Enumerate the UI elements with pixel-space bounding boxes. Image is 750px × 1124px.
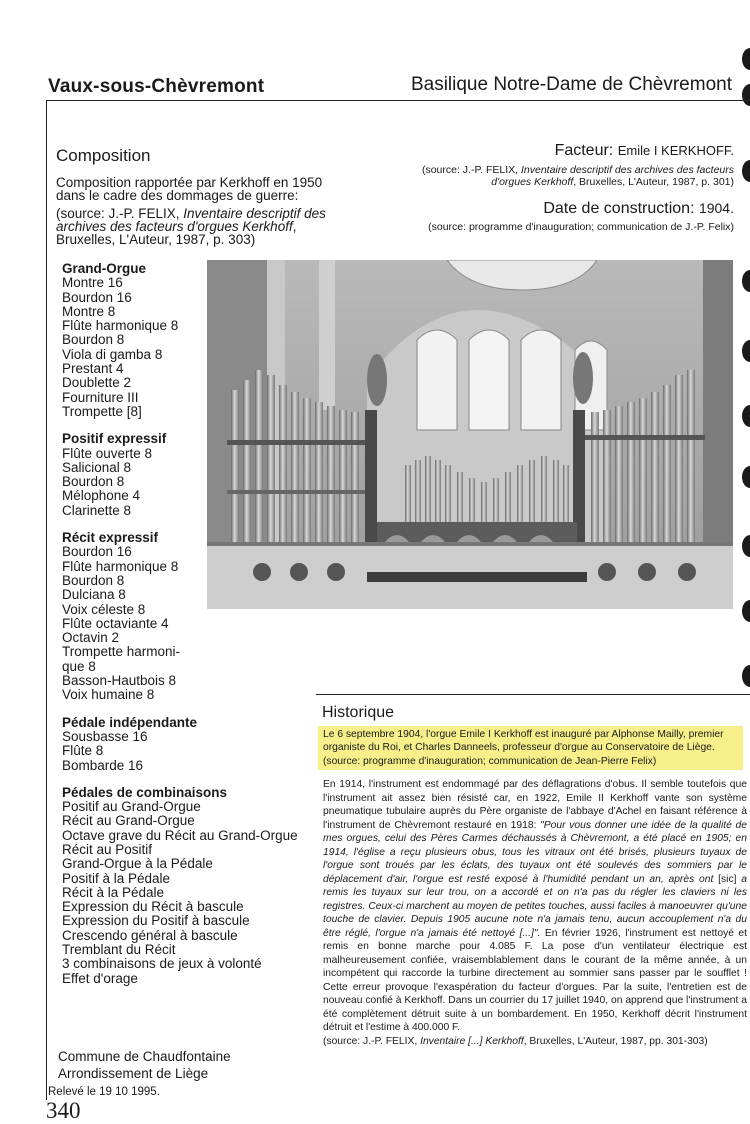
commune: Commune de Chaudfontaine: [58, 1049, 231, 1064]
stop-item: Positif au Grand-Orgue: [62, 799, 201, 815]
stop-item: Trompette [8]: [62, 403, 142, 419]
stop-item: Doublette 2: [62, 375, 132, 391]
binder-hole: [742, 600, 750, 622]
stop-item: Bourdon 8: [62, 572, 125, 588]
stop-item: Grand-Orgue à la Pédale: [62, 856, 213, 872]
stop-item: Voix céleste 8: [62, 601, 146, 617]
stop-item: que 8: [62, 658, 96, 674]
stop-item: Bombarde 16: [62, 757, 144, 773]
historique-heading: Historique: [322, 704, 395, 721]
historique-lead: Le 6 septembre 1904, l'orgue Emile I Kerkhoff est inauguré par Alphonse Mailly, premier organiste du Roi, et Charles Danneels, professeur d'orgue au Conservatoire de Liège. (source: programme d'inauguration; communication de Jean-Pierre Felix): [323, 729, 724, 767]
releve-date: Relevé le 19 10 1995.: [48, 1086, 160, 1098]
composition-heading: Composition: [56, 146, 151, 165]
binder-hole: [742, 466, 750, 488]
stop-group-title: Pédale indépendante: [62, 714, 198, 730]
stop-item: Prestant 4: [62, 361, 124, 377]
stop-item: Voix humaine 8: [62, 687, 155, 703]
binder-hole: [742, 340, 750, 362]
stop-item: Viola di gamba 8: [62, 346, 163, 362]
stop-item: Clarinette 8: [62, 502, 132, 518]
stop-item: Salicional 8: [62, 459, 132, 475]
stop-item: Effet d'orage: [62, 970, 138, 986]
stop-group-title: Positif expressif: [62, 431, 167, 447]
stop-item: Dulciana 8: [62, 587, 126, 603]
stop-item: Montre 8: [62, 303, 116, 319]
construction-date: Date de construction: 1904.: [543, 200, 734, 217]
stop-item: Récit au Positif: [62, 841, 153, 857]
stop-item: Trompette harmoni-: [62, 644, 181, 660]
historique-rule: [316, 694, 750, 695]
stop-group-title: Récit expressif: [62, 530, 159, 546]
stop-item: Octave grave du Récit au Grand-Orgue: [62, 827, 298, 843]
stop-item: Montre 16: [62, 275, 123, 291]
header-rule: [46, 100, 750, 101]
composition-source: (source: J.-P. FELIX, Inventaire descriptif des archives des facteurs d'orgues Kerkhoff, Bruxelles, L'Auteur, 1987, p. 303): [56, 206, 326, 247]
composition-intro: Composition rapportée par Kerkhoff en 1950 dans le cadre des dommages de guerre:: [56, 175, 323, 203]
stop-item: Récit au Grand-Orgue: [62, 813, 195, 829]
date-source: (source: programme d'inauguration; communication de J.-P. Felix): [428, 221, 734, 233]
stop-item: Flûte ouverte 8: [62, 445, 153, 461]
stop-item: Récit à la Pédale: [62, 884, 165, 900]
stop-group-title: Grand-Orgue: [62, 261, 147, 276]
stop-item: 3 combinaisons de jeux à volonté: [62, 956, 262, 972]
stop-group-title: Pédales de combinaisons: [62, 784, 228, 800]
binder-hole: [742, 665, 750, 687]
stop-item: Basson-Hautbois 8: [62, 673, 177, 689]
binder-hole: [742, 84, 750, 106]
stop-group: [62, 716, 298, 773]
arrondissement: Arrondissement de Liège: [58, 1066, 209, 1081]
binder-hole: [742, 270, 750, 292]
binder-hole: [742, 48, 750, 70]
historique-body: En 1914, l'instrument est endommagé par des déflagrations d'obus. Il semble toutefois que l'instrument ait assez bien résisté car, en 1922, Emile II Kerkhoff vante son système pneumatique tubulaire auprès du Père organiste de l'abbaye d'Achel en faisant référence à l'instrument de Chèvremont restauré en 1918: "Pour vous donner une idée de la qualité de mes orgues, celui des Pères Carmes déchaussés à Chèvremont, a été placé en 1905; en 1914, l'église a reçu plusieurs obus, tous les vitraux ont été brisés, plusieurs tuyaux de l'orgue sont troués par les éclats, des tuyaux ont été soulevés des sommiers par le déplacement d'air, l'orgue est resté exposé à l'humidité pendant un an, après ont [sic] a remis les tuyaux sur leur trou, on a accordé et on n'a pas du régler les claviers ni les registres. Ceux-ci marchent au moyen de petites touches, aussi faciles à manoeuvrer qu'une touche de clavier. Depuis 1905 aucune note n'a jamais tenu, aucun accouplement n'a du être réglé, l'orgue n'a jamais été nettoyé [...]". En février 1926, l'instrument est nettoyé et remis en bonne marche pour 4.085 F. La pose d'un ventilateur électrique est malheureusement confiée, vraisemblablement dans le courant de la même année, à un incompétent qui raccorde la turbine directement au sommier sans passer par le soufflet ! Cette erreur provoque l'exaspération du facteur d'orgues. Par la suite, l'entretien est de nouveau confié à Kerkhoff. Dans un courrier du 17 juillet 1940, on apprend que l'instrument a été complètement détruit suite à un bombardement. En 1950, Kerkhoff décrit l'instrument détruit et l'estime à 400.000 F. (source: J.-P. FELIX, Inventaire [...] Kerkhoff, Bruxelles, L'Auteur, 1987, pp. 301-303): [323, 779, 748, 1047]
facteur: Facteur: Emile I KERKHOFF.: [554, 142, 734, 159]
stop-item: Bourdon 16: [62, 544, 132, 560]
stop-item: Expression du Récit à bascule: [62, 899, 244, 915]
organ-photo: [207, 260, 733, 609]
stop-item: Sousbasse 16: [62, 728, 148, 744]
stop-item: Flûte octaviante 4: [62, 615, 169, 631]
stop-item: Flûte harmonique 8: [62, 558, 179, 574]
stop-item: Flûte 8: [62, 743, 104, 759]
binder-hole: [742, 160, 750, 182]
binder-hole: [742, 535, 750, 557]
church-title: Basilique Notre-Dame de Chèvremont: [410, 74, 732, 95]
binder-hole: [742, 405, 750, 427]
stop-item: Crescendo général à bascule: [62, 927, 238, 943]
stop-item: Octavin 2: [62, 630, 120, 646]
stop-item: Tremblant du Récit: [62, 942, 176, 958]
stop-item: Mélophone 4: [62, 488, 141, 504]
stop-item: Bourdon 8: [62, 332, 125, 348]
page-number: 340: [46, 1098, 81, 1123]
left-rule: [46, 100, 47, 1100]
facteur-source: (source: J.-P. FELIX, Inventaire descriptif des archives des facteurs d'orgues Kerkhoff, Bruxelles, L'Auteur, 1987, p. 301): [421, 164, 734, 188]
stop-item: Flûte harmonique 8: [62, 318, 179, 334]
stop-item: Fourniture III: [62, 389, 139, 405]
stop-item: Expression du Positif à bascule: [62, 913, 250, 929]
stop-item: Bourdon 8: [62, 474, 125, 490]
location-title: Vaux-sous-Chèvremont: [48, 76, 265, 97]
commune-block: [58, 1048, 231, 1082]
stop-item: Positif à la Pédale: [62, 870, 171, 886]
stop-group: [62, 786, 298, 986]
stop-item: Bourdon 16: [62, 289, 132, 305]
